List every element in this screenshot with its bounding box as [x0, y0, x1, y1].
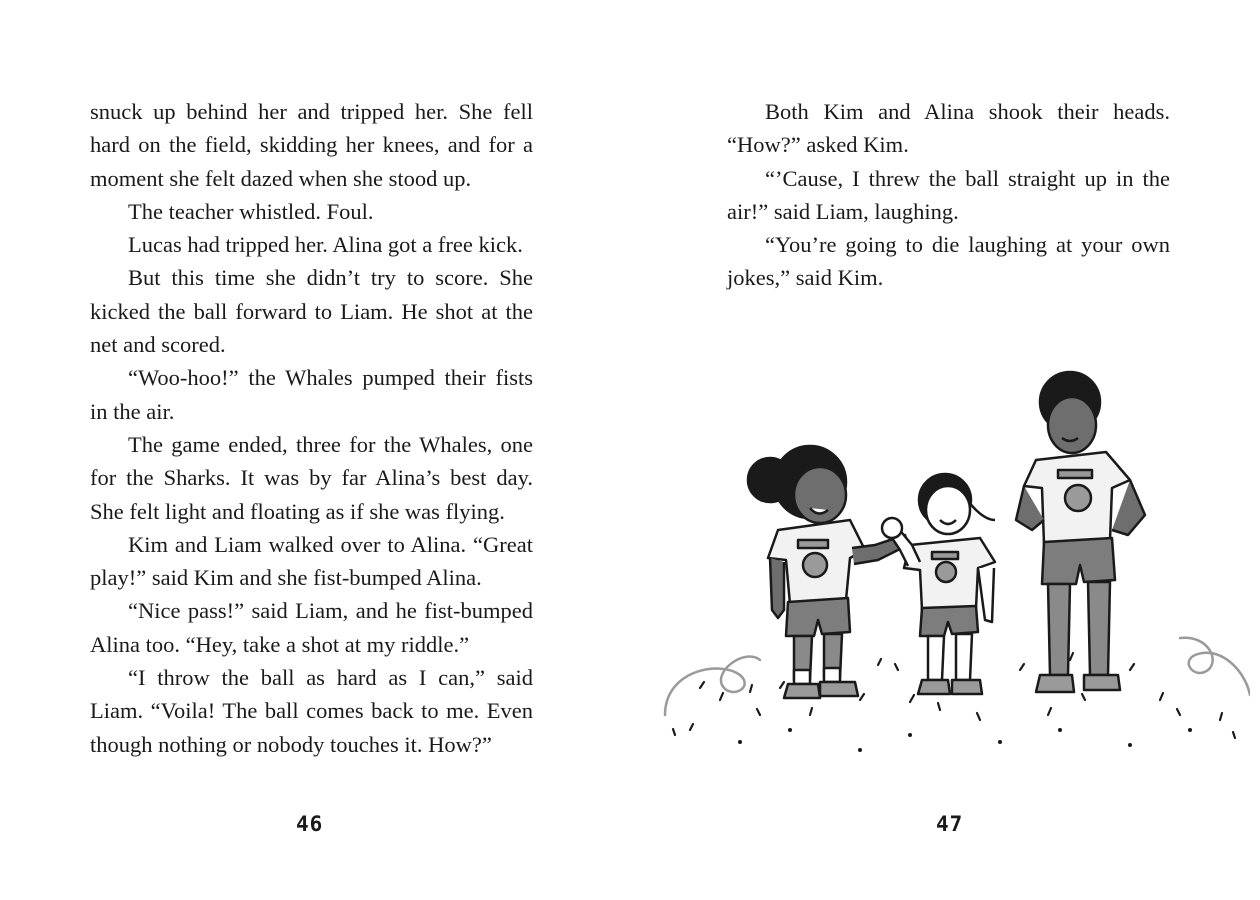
paragraph: The teacher whistled. Foul. — [128, 198, 374, 224]
kids-fist-bump-illustration — [660, 370, 1250, 770]
right-page-text — [727, 95, 1170, 295]
paragraph: snuck up behind her and tripped her. She fell hard on the field, skidding her knees, and for a moment she felt dazed when she stood up. — [90, 99, 533, 191]
paragraph: “You’re going to die laughing at your own jokes,” said Kim. — [727, 232, 1170, 291]
paragraph: “Woo-hoo!” the Whales pumped their fists in the air. — [90, 365, 533, 424]
paragraph: The game ended, three for the Whales, one for the Sharks. It was by far Alina’s best day. She felt light and floating as if she was flying. — [90, 431, 533, 524]
paragraph: Both Kim and Alina shook their heads. “How?” asked Kim. — [727, 99, 1170, 158]
paragraph: “Nice pass!” said Liam, and he fist-bumped Alina too. “Hey, take a shot at my riddle.” — [90, 598, 533, 657]
page-number: 47 — [936, 812, 964, 836]
right-page — [630, 0, 1260, 900]
left-page-text — [90, 95, 533, 761]
page-number: 46 — [296, 812, 324, 836]
paragraph: Lucas had tripped her. Alina got a free kick. — [128, 232, 523, 258]
paragraph: “’Cause, I threw the ball straight up in the air!” said Liam, laughing. — [727, 165, 1170, 224]
paragraph: Kim and Liam walked over to Alina. “Great play!” said Kim and she fist-bumped Alina. — [90, 531, 533, 591]
paragraph: “I throw the ball as hard as I can,” said Liam. “Voila! The ball comes back to me. Even though nothing or nobody touches it. How?” — [90, 665, 533, 757]
paragraph: But this time she didn’t try to score. She kicked the ball forward to Liam. He shot at the net and scored. — [90, 265, 533, 358]
